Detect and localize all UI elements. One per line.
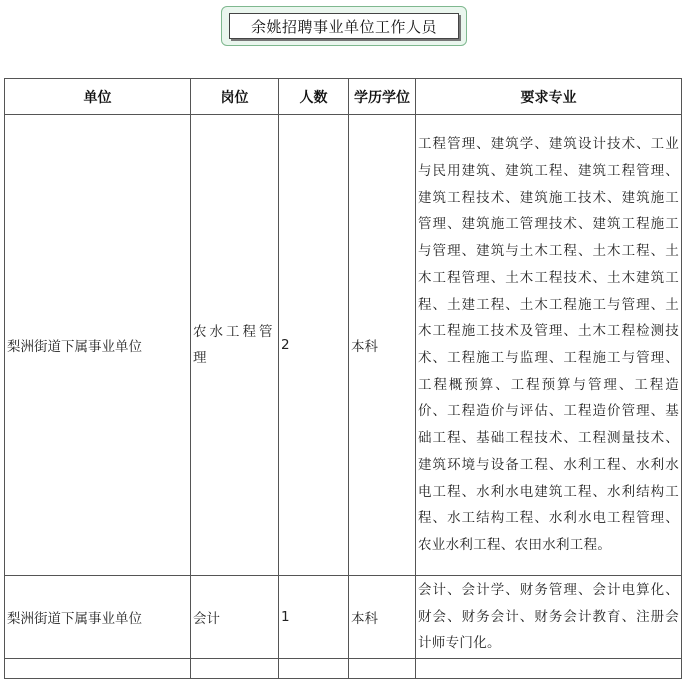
- header-count: 人数: [279, 79, 349, 115]
- cell-unit: 梨洲街道下属事业单位: [5, 115, 191, 576]
- cell-empty: [349, 659, 416, 679]
- table-row: [5, 659, 682, 679]
- cell-education: 本科: [349, 576, 416, 659]
- header-major: 要求专业: [416, 79, 682, 115]
- cell-major: 会计、会计学、财务管理、会计电算化、财会、财务会计、财务会计教育、注册会计师专门化。: [416, 576, 682, 659]
- cell-empty: [416, 659, 682, 679]
- title-box: [221, 6, 467, 46]
- cell-empty: [191, 659, 279, 679]
- page-title: 余姚招聘事业单位工作人员: [229, 13, 459, 39]
- recruitment-table: [4, 78, 682, 679]
- header-education: 学历学位: [349, 79, 416, 115]
- cell-count: 2: [279, 115, 349, 576]
- cell-empty: [5, 659, 191, 679]
- cell-major: 工程管理、建筑学、建筑设计技术、工业与民用建筑、建筑工程、建筑工程管理、建筑工程技术、建筑施工技术、建筑施工管理、建筑施工管理技术、建筑工程施工与管理、建筑与土木工程、土木工程、土木工程管理、土木工程技术、土木建筑工程、土建工程、土木工程施工与管理、土木工程施工技术及管理、土木工程检测技术、工程施工与监理、工程施工与管理、工程概预算、工程预算与管理、工程造价、工程造价与评估、工程造价管理、基础工程、基础工程技术、工程测量技术、建筑环境与设备工程、水利工程、水利水电工程、水利水电建筑工程、水利结构工程、水工结构工程、水利水电工程管理、农业水利工程、农田水利工程。: [416, 115, 682, 576]
- header-post: 岗位: [191, 79, 279, 115]
- cell-post: 农水工程管理: [191, 115, 279, 576]
- cell-unit: 梨洲街道下属事业单位: [5, 576, 191, 659]
- header-unit: 单位: [5, 79, 191, 115]
- table-row: [5, 576, 682, 659]
- table-header-row: [5, 79, 682, 115]
- cell-post: 会计: [191, 576, 279, 659]
- cell-count: 1: [279, 576, 349, 659]
- cell-empty: [279, 659, 349, 679]
- table-row: [5, 115, 682, 576]
- cell-education: 本科: [349, 115, 416, 576]
